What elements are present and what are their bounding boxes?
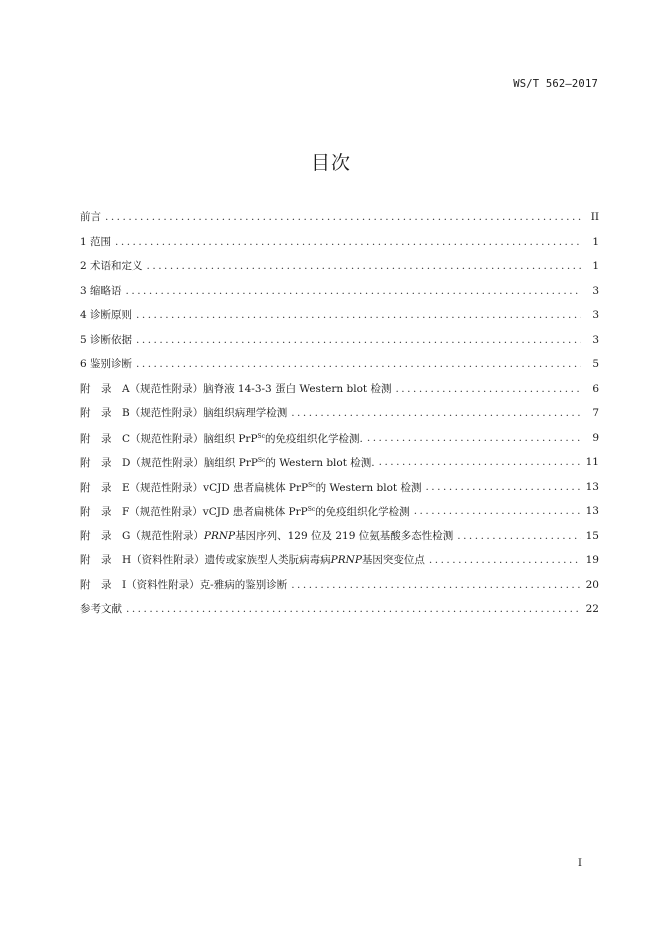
dot-leader	[395, 382, 581, 396]
dot-leader	[126, 602, 581, 616]
toc-entry-text: 附 录 I（资料性附录）克-雅病的鉴别诊断	[80, 578, 288, 591]
toc-entry-scope[interactable]	[80, 230, 599, 255]
entry-text-part: 附 录 E（规范性附录）vCJD 患者扁桃体 PrP	[80, 481, 309, 494]
toc-page-number: 5	[592, 358, 599, 371]
entry-text-part: 附 录 F（规范性附录）vCJD 患者扁桃体 PrP	[80, 506, 308, 519]
toc-entry-terms[interactable]	[80, 254, 599, 279]
toc-entry-appendix-e[interactable]	[80, 475, 599, 500]
entry-text-part: 附 录 H（资料性附录）遗传或家族型人类朊病毒病	[80, 554, 331, 567]
toc-entry-foreword[interactable]	[80, 205, 599, 230]
toc-entry-text: 附 录 A（规范性附录）脑脊液 14-3-3 蛋白 Western blot 检测	[80, 382, 392, 395]
dot-leader	[457, 529, 581, 543]
dot-leader	[414, 504, 581, 518]
entry-superscript: Sc	[307, 506, 316, 514]
toc-entry-principles[interactable]	[80, 303, 599, 328]
dot-leader	[136, 333, 581, 347]
entry-text-part: 附 录 D（规范性附录）脑组织 PrP	[80, 457, 258, 470]
dot-leader	[291, 406, 581, 420]
toc-page-number: 20	[585, 578, 599, 591]
toc-page-number: 19	[585, 554, 599, 567]
dot-leader	[115, 235, 581, 249]
entry-text-part: 基因序列、129 位及 219 位氨基酸多态性检测	[235, 529, 454, 542]
entry-text-part: 基因突变位点	[361, 554, 425, 567]
toc-entry-text: 5 诊断依据	[80, 333, 133, 346]
toc-entry-text	[80, 454, 375, 470]
toc-entry-appendix-f[interactable]	[80, 499, 599, 524]
toc-entry-appendix-c[interactable]	[80, 426, 599, 451]
toc-page-number: 13	[585, 505, 599, 518]
toc-entry-text	[80, 503, 410, 519]
toc-page-number: 13	[585, 480, 599, 493]
toc-page-number: 1	[592, 235, 599, 248]
toc-entry-text: 1 范围	[80, 235, 112, 248]
toc-entry-text: 参考文献	[80, 603, 122, 616]
toc-page-number: 7	[592, 407, 599, 420]
toc-page-number: 9	[592, 431, 599, 444]
dot-leader	[105, 210, 581, 224]
dot-leader	[425, 480, 581, 494]
toc-entry-appendix-i[interactable]	[80, 573, 599, 598]
entry-text-part: 的 Western blot 检测	[315, 481, 422, 494]
dot-leader	[136, 357, 581, 371]
toc-entry-appendix-h[interactable]	[80, 548, 599, 573]
toc-entry-appendix-b[interactable]	[80, 401, 599, 426]
toc-page-number: 6	[592, 382, 599, 395]
entry-text-part: 的免疫组织化学检测.	[265, 432, 363, 445]
entry-text-part: 的免疫组织化学检测	[315, 506, 410, 519]
toc-entry-differential[interactable]	[80, 352, 599, 377]
entry-italic-gene: PRNP	[330, 554, 362, 567]
dot-leader	[379, 455, 581, 469]
toc-entry-abbreviations[interactable]	[80, 279, 599, 304]
entry-text-part: 附 录 C（规范性附录）脑组织 PrP	[80, 432, 258, 445]
toc-page-number: 22	[585, 603, 599, 616]
toc-page-number: II	[590, 211, 599, 224]
toc-entry-text	[80, 553, 425, 567]
toc-entry-text: 3 缩略语	[80, 284, 122, 297]
toc-page-number: 1	[592, 260, 599, 273]
entry-superscript: Sc	[257, 432, 266, 440]
entry-superscript: Sc	[257, 457, 266, 465]
toc-entry-appendix-a[interactable]	[80, 377, 599, 402]
entry-italic-gene: PRNP	[203, 529, 236, 542]
dot-leader	[429, 553, 581, 567]
dot-leader	[147, 259, 581, 273]
dot-leader	[136, 308, 581, 322]
toc-entry-text: 2 术语和定义	[80, 260, 143, 273]
entry-text-part: 附 录 G（规范性附录）	[80, 529, 204, 542]
toc-entry-appendix-d[interactable]	[80, 450, 599, 475]
toc-page-number: 11	[585, 456, 599, 469]
toc-entry-criteria[interactable]	[80, 328, 599, 353]
dot-leader	[367, 431, 581, 445]
table-of-contents	[80, 205, 599, 622]
toc-entry-text: 前言	[80, 211, 101, 224]
entry-text-part: 的 Western blot 检测.	[265, 457, 375, 470]
dot-leader	[291, 578, 581, 592]
toc-page-number: 3	[592, 284, 599, 297]
document-code: WS/T 562—2017	[513, 78, 598, 90]
page-number: I	[578, 858, 582, 869]
toc-page-number: 3	[592, 309, 599, 322]
entry-superscript: Sc	[308, 481, 316, 489]
toc-entry-text	[80, 529, 453, 543]
dot-leader	[126, 284, 581, 298]
toc-page-number: 15	[585, 529, 599, 542]
toc-title: 目次	[310, 152, 351, 174]
toc-entry-text	[80, 479, 421, 495]
toc-entry-text: 附 录 B（规范性附录）脑组织病理学检测	[80, 407, 288, 420]
toc-entry-text	[80, 430, 363, 446]
toc-entry-appendix-g[interactable]	[80, 524, 599, 549]
toc-entry-text: 4 诊断原则	[80, 309, 133, 322]
toc-entry-text: 6 鉴别诊断	[80, 358, 133, 371]
toc-entry-references[interactable]	[80, 597, 599, 622]
toc-page-number: 3	[592, 333, 599, 346]
